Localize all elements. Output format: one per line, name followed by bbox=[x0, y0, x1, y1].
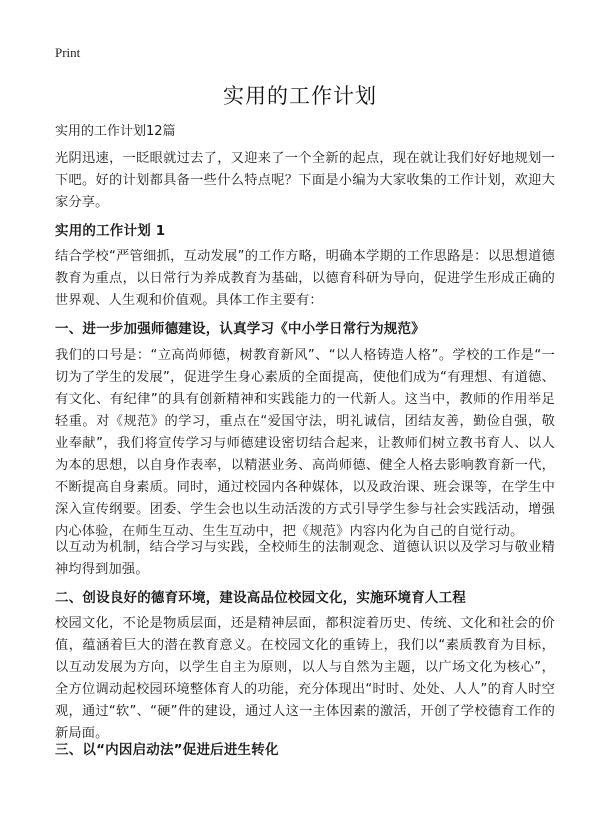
page-title: 实用的工作计划 bbox=[223, 84, 377, 108]
print-label[interactable]: Print bbox=[55, 45, 81, 60]
heading-student-transformation: 三、以“内因启动法”促进后进生转化 bbox=[55, 742, 279, 758]
heading-campus-culture: 二、创设良好的德育环境，建设高品位校园文化，实施环境育人工程 bbox=[55, 590, 466, 606]
intro-paragraph: 光阴迅速，一眨眼就过去了，又迎来了一个全新的起点，现在就让我们好好地规划一下吧。好的计划都具备一些什么特点呢？下面是小编为大家收集的工作计划，欢迎大家分享。 bbox=[55, 151, 555, 210]
interaction-paragraph: 以互动为机制，结合学习与实践，全校师生的法制观念、道德认识以及学习与敬业精神均得到加强。 bbox=[55, 540, 555, 577]
plan-1-paragraph: 结合学校“严管细抓，互动发展”的工作方略，明确本学期的工作思路是：以思想道德教育为重点，以日常行为养成教育为基础，以德育科研为导向，促进学生形成正确的世界观、人生观和价值观。具体工作主要有： bbox=[55, 249, 555, 308]
document-subtitle: 实用的工作计划12篇 bbox=[55, 124, 176, 139]
campus-culture-paragraph: 校园文化，不论是物质层面，还是精神层面，都积淀着历史、传统、文化和社会的价值，蕴涵着巨大的潜在教育意义。在校园文化的重铸上，我们以“素质教育为目标，以互动发展为方向，以学生自主为原则，以人与自然为主题，以广场文化为核心”，全方位调动起校园环境整体育人的功能，充分体现出“时时、处处、人人”的育人时空观，通过“软”、“硬”件的建设，通过人这一主体因素的激活，开创了学校德育工作的新局面。 bbox=[55, 616, 555, 741]
heading-teacher-ethics: 一、进一步加强师德建设，认真学习《中小学日常行为规范》 bbox=[55, 321, 425, 337]
teacher-ethics-paragraph: 我们的口号是：“立高尚师德，树教育新风”、“以人格铸造人格”。学校的工作是“一切为了学生的发展”，促进学生身心素质的全面提高，使他们成为“有理想、有道德、有文化、有纪律”的具有创新精神和实践能力的一代新人。这当中，教师的作用举足轻重。对《规范》的学习，重点在“爱国守法，明礼诚信，团结友善，勤俭自强，敬业奉献”，我们将宣传学习与师德建设密切结合起来，让教师们树立教书育人、以人为本的思想，以自身作表率，以精湛业务、高尚师德、健全人格去影响教育新一代，不断提高自身素质。同时，通过校园内各种媒体，以及政治课、班会课等，在学生中深入宣传纲要。团委、学生会也以生动活泼的方式引导学生参与社会实践活动，增强内心体验，在师生互动、生生互动中，把《规范》内容内化为自己的自觉行动。 bbox=[55, 348, 555, 539]
section-heading-plan-1: 实用的工作计划 1 bbox=[55, 223, 166, 239]
